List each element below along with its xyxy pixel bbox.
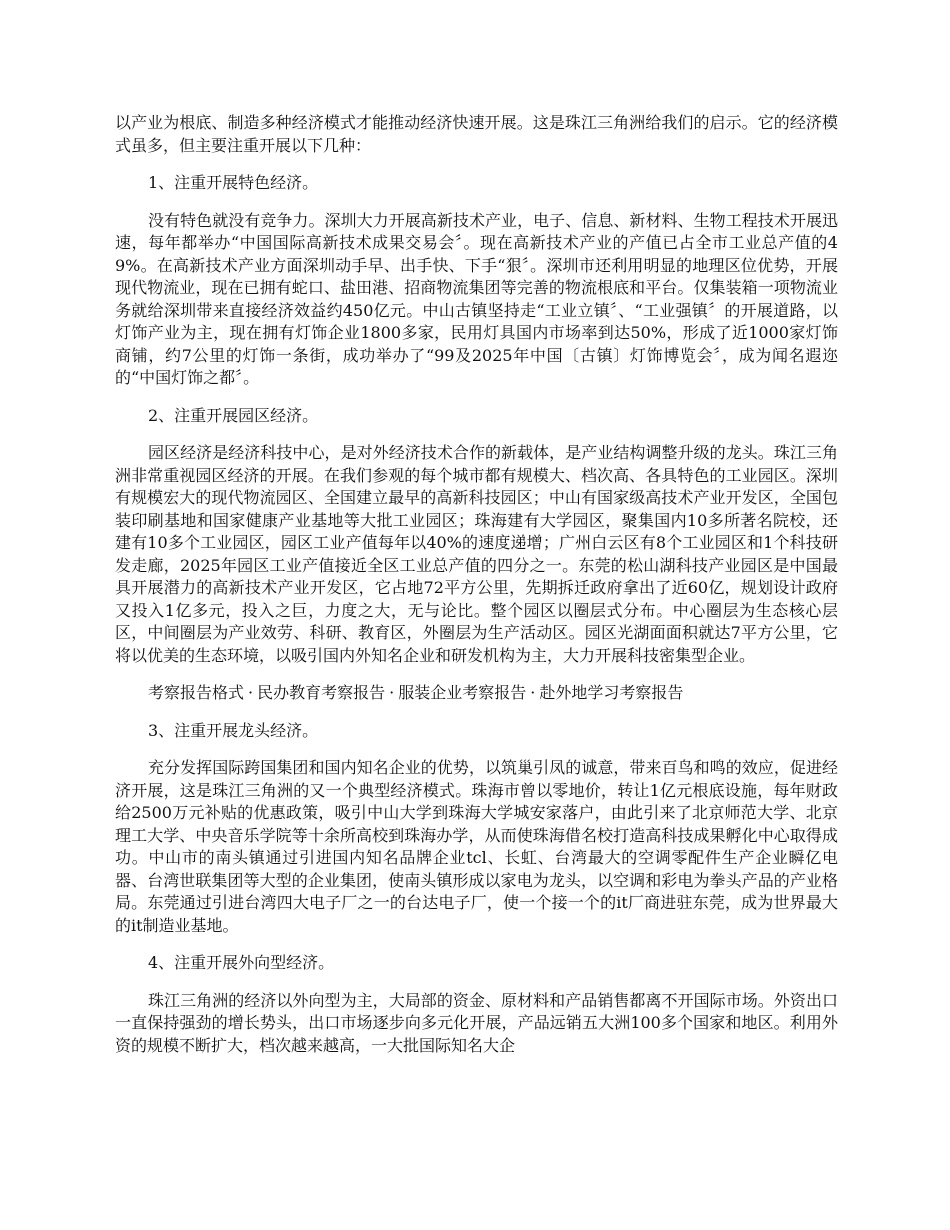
document-page — [115, 112, 838, 1072]
section-heading-3: 3、注重开展龙头经济。 — [148, 720, 319, 740]
section-heading-4: 4、注重开展外向型经济。 — [148, 953, 335, 972]
link-separator: · — [389, 683, 395, 702]
related-link-clothing-enterprise[interactable]: 服装企业考察报告 — [398, 683, 527, 702]
link-separator: · — [248, 683, 254, 702]
intro-paragraph: 以产业为根底、制造多种经济模式才能推动经济快速开展。这是珠江三角洲给我们的启示。它的经济模式虽多，但主要注重开展以下几种： — [115, 113, 838, 155]
related-links — [115, 682, 838, 705]
section-heading-2: 2、注重开展园区经济。 — [148, 405, 319, 425]
related-link-report-format[interactable]: 考察报告格式 — [148, 683, 245, 702]
section-paragraph-1: 没有特色就没有竞争力。深圳大力开展高新技术产业，电子、信息、新材料、生物工程技术开展迅速，每年都举办“中国国际高新技术成果交易会〞。现在高新技术产业的产值已占全市工业总产值的49%。在高新技术产业方面深圳动手早、出手快、下手“狠〞。深圳市还利用明显的地理区位优势，开展现代物流业，现在已拥有蛇口、盐田港、招商物流集团等完善的物流根底和平台。仅集装箱一项物流业务就给深圳带来直接经济效益约450亿元。中山古镇坚持走“工业立镇〞、“工业强镇〞的开展道路，以灯饰产业为主，现在拥有灯饰企业1800多家，民用灯具国内市场率到达50%，形成了近1000家灯饰商铺，约7公里的灯饰一条街，成功举办了“99及2025年中国〔古镇〕灯饰博览会〞，成为闻名遐迩的“中国灯饰之都〞。 — [115, 210, 838, 387]
section-heading-1: 1、注重开展特色经济。 — [148, 173, 319, 192]
link-separator: · — [530, 683, 536, 702]
section-paragraph-2: 园区经济是经济科技中心，是对外经济技术合作的新载体，是产业结构调整升级的龙头。珠江三角洲非常重视园区经济的开展。在我们参观的每个城市都有规模大、档次高、各具特色的工业园区。深圳有规模宏大的现代物流园区、全国建立最早的高新科技园区；中山有国家级高技术产业开发区，全国包装印刷基地和国家健康产业基地等大批工业园区；珠海建有大学园区，聚集国内10多所著名院校，还建有10多个工业园区，园区工业产值每年以40%的速度递增；广州白云区有8个工业园区和1个科技研发走廊，2025年园区工业产值接近全区工业总产值的四分之一。东莞的松山湖科技产业园区是中国最具开展潜力的高新技术产业开发区，它占地72平方公里，先期拆迁政府拿出了近60亿，规划设计政府又投入1亿多元，投入之巨，力度之大，无与论比。整个园区以圈层式分布。中心圈层为生态核心层区，中间圈层为产业效劳、科研、教育区，外圈层为生产活动区。园区光湖面面积就达7平方公里，它将以优美的生态环境，以吸引国内外知名企业和研发机构为主，大力开展科技密集型企业。 — [115, 443, 838, 665]
section-paragraph-4: 珠江三角洲的经济以外向型为主，大局部的资金、原材料和产品销售都离不开国际市场。外资出口一直保持强劲的增长势头，出口市场逐步向多元化开展，产品远销五大洲100多个国家和地区。利用外资的规模不断扩大，档次越来越高，一大批国际知名大企 — [115, 990, 838, 1055]
related-link-private-education[interactable]: 民办教育考察报告 — [257, 683, 386, 702]
related-link-study-tour[interactable]: 赴外地学习考察报告 — [539, 683, 684, 702]
section-paragraph-3: 充分发挥国际跨国集团和国内知名企业的优势，以筑巢引凤的诚意，带来百鸟和鸣的效应，促进经济开展，这是珠江三角洲的又一个典型经济模式。珠海市曾以零地价，转让1亿元根底设施，每年财政给2500万元补贴的优惠政策，吸引中山大学到珠海大学城安家落户，由此引来了北京师范大学、北京理工大学、中央音乐学院等十余所高校到珠海办学，从而使珠海借名校打造高科技成果孵化中心取得成功。中山市的南头镇通过引进国内知名品牌企业tcl、长虹、台湾最大的空调零配件生产企业瞬亿电器、台湾世联集团等大型的企业集团，使南头镇形成以家电为龙头，以空调和彩电为拳头产品的产业格局。东莞通过引进台湾四大电子厂之一的台达电子厂，使一个接一个的it厂商进驻东莞，成为世界最大的it制造业基地。 — [115, 758, 838, 935]
